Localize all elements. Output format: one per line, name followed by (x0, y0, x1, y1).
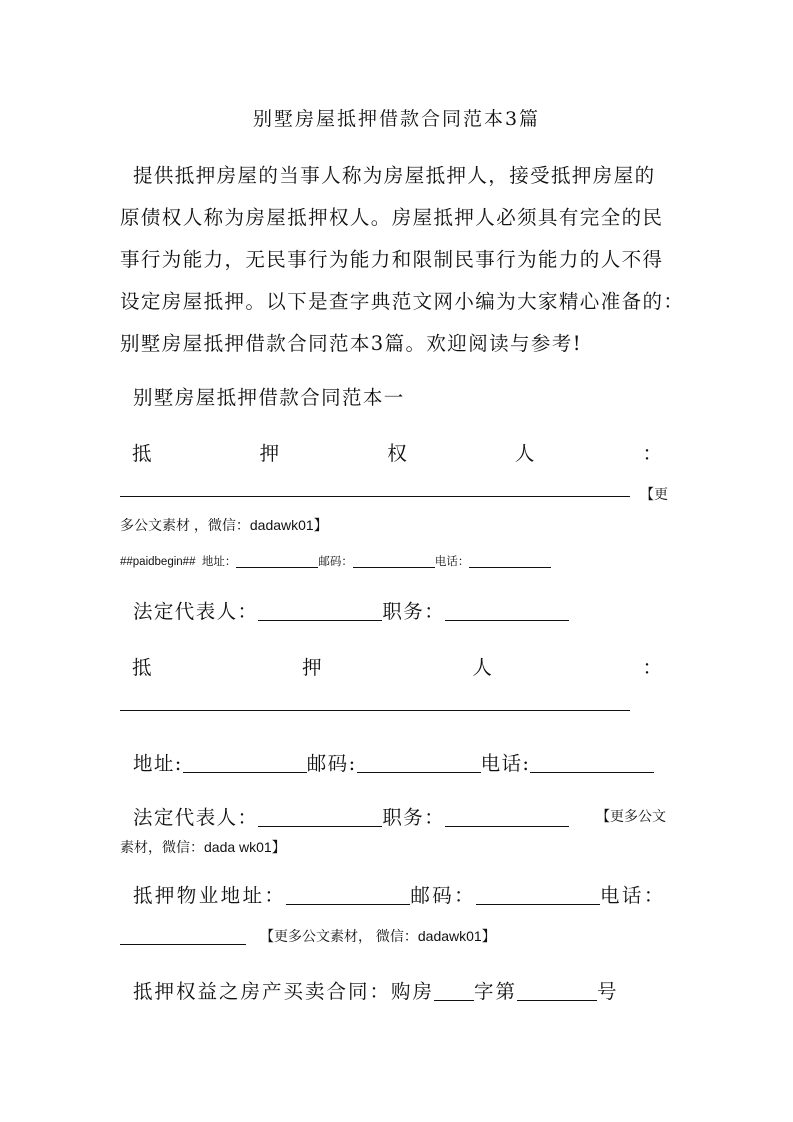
address-line (133, 748, 654, 776)
mortgagee-char: 押 (259, 442, 280, 465)
intro-line-2: 原债权人称为房屋抵押权人。房屋抵押人必须具有完全的民 (120, 206, 664, 229)
zip-blank (353, 555, 435, 568)
mortgagee-char: ： (642, 442, 662, 465)
mortgagee-label (132, 438, 662, 466)
intro-line-3: 事行为能力，无民事行为能力和限制民事行为能力的人不得 (120, 248, 664, 271)
section-title: 别墅房屋抵押借款合同范本一 (133, 386, 405, 409)
paid-line (120, 553, 551, 569)
zip-label: 邮码： (410, 884, 477, 907)
legal-rep-line (133, 596, 569, 624)
phone-blank (469, 555, 551, 568)
position-label: 职务： (382, 600, 446, 623)
address-blank (183, 754, 307, 773)
zip-blank (476, 886, 600, 905)
position-blank (445, 602, 569, 621)
rights-label: 抵押权益之房产买卖合同：购房 (133, 980, 435, 1003)
promo-text: 【更多公文 (596, 808, 666, 824)
mortgagor-char: 人 (472, 656, 492, 679)
address-blank (236, 555, 318, 568)
address-label: 地址: (133, 752, 183, 775)
intro-line-4: 设定房屋抵押。以下是查字典范文网小编为大家精心准备的： (120, 290, 685, 313)
intro-line-5: 别墅房屋抵押借款合同范本3篇。欢迎阅读与参考! (120, 332, 582, 355)
legal-rep-blank (258, 808, 382, 827)
legal-rep-label: 法定代表人： (133, 806, 259, 829)
property-address-line (133, 880, 666, 908)
phone-label: 电话： (434, 556, 470, 568)
address-label: 地址： (201, 556, 237, 568)
phone-label: 电话: (480, 752, 531, 775)
legal-rep-label: 法定代表人： (133, 600, 259, 623)
contract-year-blank (434, 982, 474, 1001)
promo-text: 【更多公文素材， 微信：dadawk01】 (260, 928, 496, 944)
property-address-blank (286, 886, 410, 905)
rights-line (133, 976, 619, 1004)
mortgagor-char: 押 (302, 656, 322, 679)
phone-blank-line (120, 926, 246, 946)
legal-rep-blank (258, 602, 382, 621)
mortgagor-char: 抵 (132, 656, 152, 679)
mortgagee-blank (120, 496, 630, 497)
rights-label: 号 (597, 980, 619, 1003)
phone-blank (120, 926, 246, 945)
phone-label: 电话： (600, 884, 666, 907)
document-title: 别墅房屋抵押借款合同范本3篇 (252, 108, 541, 130)
promo-text: 多公文素材 ，微信：dadawk01】 (120, 517, 328, 533)
mortgagee-char: 权 (387, 442, 407, 465)
paidbegin-marker: ##paidbegin## (120, 556, 196, 568)
mortgagor-label (132, 652, 662, 680)
promo-text: 【更 (640, 486, 668, 502)
zip-label: 邮码: (306, 752, 357, 775)
phone-blank (530, 754, 654, 773)
mortgagor-char: ： (642, 656, 662, 679)
intro-line-1: 提供抵押房屋的当事人称为房屋抵押人，接受抵押房屋的 (133, 164, 656, 187)
zip-label: 邮码： (318, 556, 353, 568)
position-label: 职务： (382, 806, 446, 829)
position-blank (445, 808, 569, 827)
mortgagor-blank (120, 710, 630, 711)
mortgagee-char: 抵 (132, 442, 152, 465)
promo-text: 素材，微信：dada wk01】 (120, 839, 286, 855)
mortgagee-char: 人 (514, 442, 535, 465)
legal-rep-line-2 (133, 802, 569, 830)
rights-label: 字第 (474, 980, 518, 1003)
contract-number-blank (517, 982, 597, 1001)
property-address-label: 抵押物业地址： (133, 884, 287, 907)
zip-blank (357, 754, 481, 773)
